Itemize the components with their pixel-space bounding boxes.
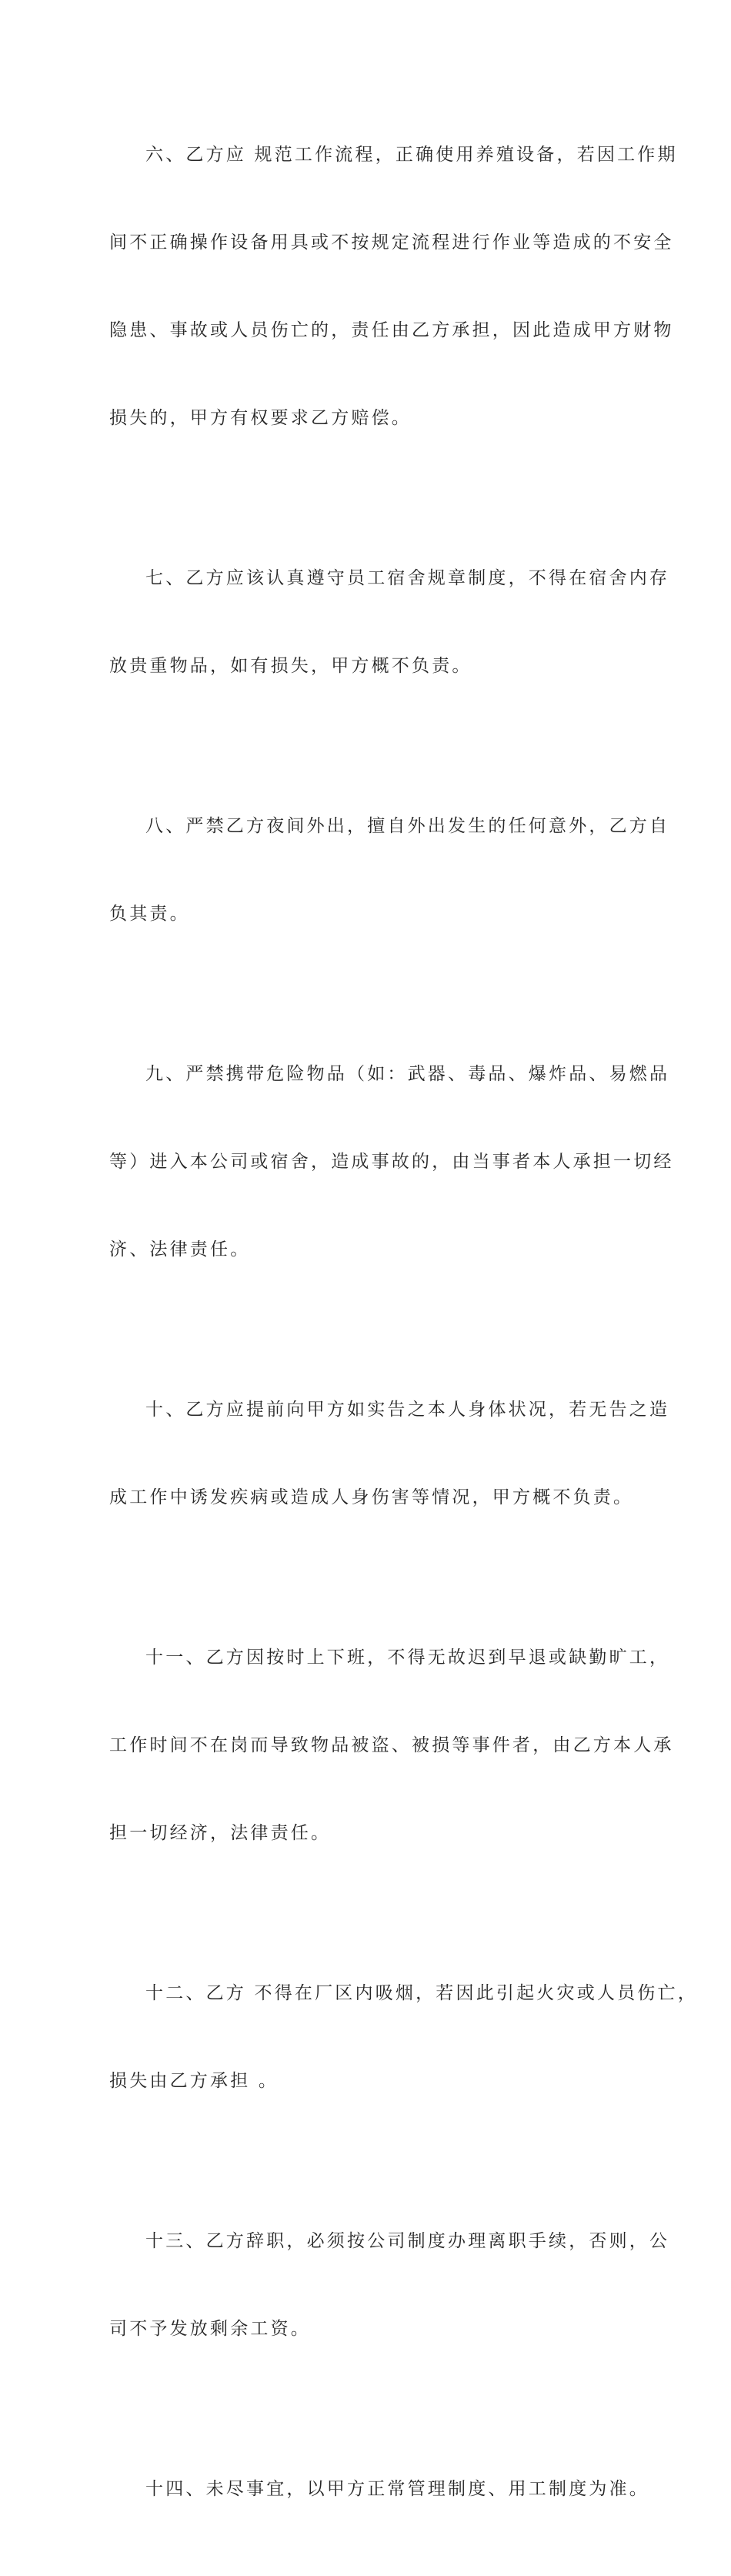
clause-line: 十二、乙方 不得在厂区内吸烟，若因此引起火灾或人员伤亡， (145, 1983, 698, 2003)
clause-line: 放贵重物品，如有损失，甲方概不负责。 (109, 656, 472, 676)
clause-line: 司不予发放剩余工资。 (109, 2319, 311, 2339)
clause-line: 损失的，甲方有权要求乙方赔偿。 (109, 408, 412, 428)
clause-6 (109, 82, 678, 491)
clause-9 (109, 1001, 674, 1323)
clause-line: 损失由乙方承担 。 (109, 2071, 279, 2091)
clause-8 (109, 753, 670, 987)
clause-13 (109, 2168, 670, 2402)
clause-line: 间不正确操作设备用具或不按规定流程进行作业等造成的不安全 (109, 233, 674, 253)
clause-line: 工作时间不在岗而导致物品被盗、被损等事件者，由乙方本人承 (109, 1735, 674, 1755)
clause-7 (109, 505, 670, 739)
clause-line: 十一、乙方因按时上下班，不得无故迟到早退或缺勤旷工， (145, 1648, 670, 1668)
clause-line: 隐患、事故或人员伤亡的，责任由乙方承担，因此造成甲方财物 (109, 320, 674, 340)
clause-line: 担一切经济，法律责任。 (109, 1823, 332, 1843)
clause-12 (109, 1920, 698, 2154)
clause-10 (109, 1337, 670, 1571)
clause-line: 六、乙方应 规范工作流程，正确使用养殖设备，若因工作期 (145, 145, 678, 165)
document-body (109, 82, 698, 2576)
clause-11 (109, 1584, 674, 1906)
clause-line: 八、严禁乙方夜间外出，擅自外出发生的任何意外，乙方自 (145, 816, 670, 836)
clause-line: 负其责。 (109, 904, 190, 924)
clause-line: 等）进入本公司或宿舍，造成事故的，由当事者本人承担一切经 (109, 1152, 674, 1172)
clause-line: 十三、乙方辞职，必须按公司制度办理离职手续，否则，公 (145, 2231, 670, 2251)
clause-line: 济、法律责任。 (109, 1239, 251, 1260)
clause-line: 成工作中诱发疾病或造成人身伤害等情况，甲方概不负责。 (109, 1487, 634, 1507)
clause-line: 九、严禁携带危险物品（如：武器、毒品、爆炸品、易燃品 (145, 1064, 670, 1084)
clause-line: 七、乙方应该认真遵守员工宿舍规章制度，不得在宿舍内存 (145, 568, 670, 588)
clause-line: 十四、未尽事宜，以甲方正常管理制度、用工制度为准。 (145, 2479, 649, 2499)
clause-line: 十、乙方应提前向甲方如实告之本人身体状况，若无告之造 (145, 1400, 670, 1420)
clause-14 (109, 2416, 649, 2562)
